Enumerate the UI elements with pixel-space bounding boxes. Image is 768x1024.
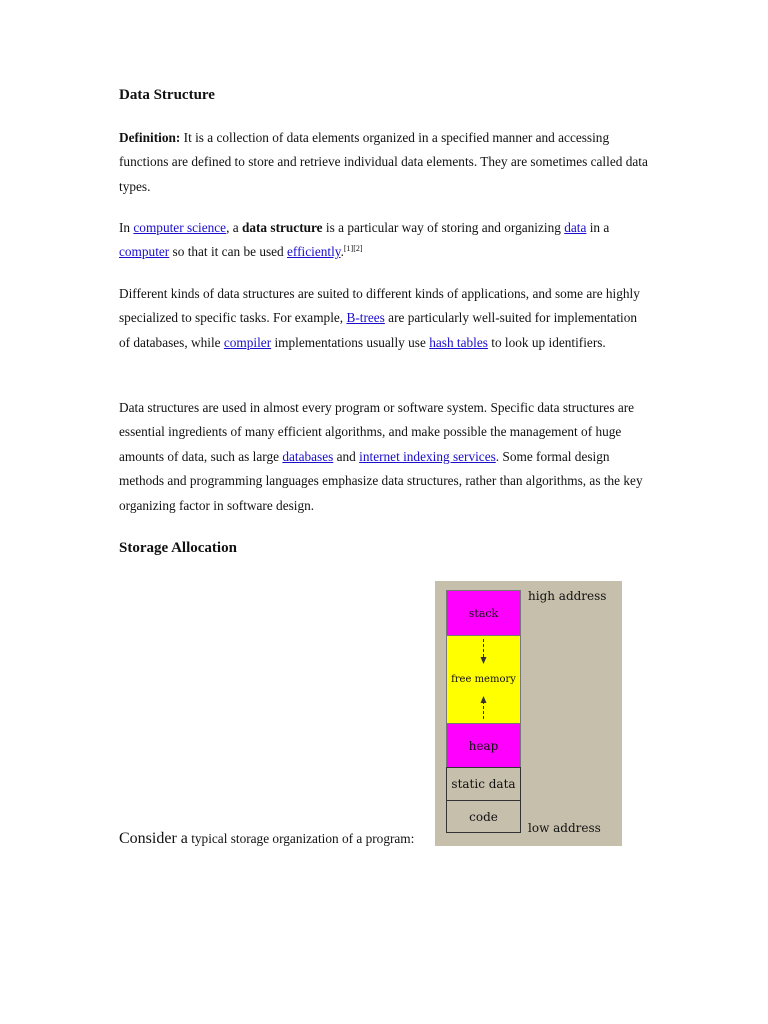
definition-paragraph — [119, 126, 649, 199]
link-internet-indexing-services[interactable]: internet indexing services — [359, 448, 496, 464]
text: In — [119, 220, 134, 235]
link-databases[interactable]: databases — [282, 448, 334, 464]
text: Data structures are used in almost every program or software system. Specific data structures are essential ingredients of many efficient algorithms, and make possible the management of huge amounts of data, such as large — [119, 400, 635, 464]
text: to look up identifiers. — [487, 334, 606, 350]
text: in a — [586, 220, 610, 235]
link-hash-tables[interactable]: hash tables — [429, 334, 488, 350]
text: . Some formal design methods and programming languages emphasize data structures, rather than algorithms, as the key organizing factor in software design. — [119, 448, 643, 513]
text: , a — [226, 220, 242, 235]
consider-rest: typical storage organization of a program: — [187, 831, 415, 846]
definition-label: Definition: — [119, 130, 181, 145]
text: so that it can be used — [169, 244, 288, 260]
text: and — [333, 448, 360, 464]
link-data[interactable]: data — [564, 220, 587, 235]
consider-lead: Consider a — [119, 830, 188, 847]
intro-paragraph — [119, 216, 649, 265]
high-address-label: high address — [528, 589, 607, 603]
growth-arrows — [446, 635, 521, 724]
stack-segment: stack — [446, 590, 521, 636]
link-compiler[interactable]: compiler — [223, 334, 272, 350]
text: implementations usually use — [271, 334, 430, 350]
text: Different kinds of data structures are suited to different kinds of applications, and some are highly specialized to specific tasks. For example, — [119, 286, 640, 326]
page-title: Data Structure — [119, 87, 215, 103]
text: are particularly well-suited for implementation of databases, while — [119, 310, 638, 350]
memory-layout-diagram — [435, 581, 622, 846]
usage-paragraph — [119, 396, 649, 518]
heap-segment: heap — [446, 723, 521, 768]
storage-allocation-heading: Storage Allocation — [119, 540, 237, 556]
free-memory-segment: free memory — [446, 635, 521, 724]
definition-text: It is a collection of data elements organized in a specified manner and accessing functions are defined to store and retrieve individual data elements. They are sometimes called data types. — [119, 130, 648, 194]
static-data-segment: static data — [446, 767, 521, 801]
code-segment: code — [446, 800, 521, 833]
link-efficiently[interactable]: efficiently — [287, 244, 341, 260]
link-computer[interactable]: computer — [119, 244, 170, 260]
low-address-label: low address — [528, 821, 601, 835]
link-computer-science[interactable]: computer science — [133, 220, 227, 235]
citation-marks: [1][2] — [343, 244, 363, 254]
text: . — [340, 244, 344, 260]
consider-caption — [119, 830, 414, 848]
applications-paragraph — [119, 282, 649, 355]
link-b-trees[interactable]: B-trees — [346, 310, 385, 326]
term-data-structure: data structure — [241, 220, 323, 235]
text: is a particular way of storing and organizing — [322, 220, 565, 235]
